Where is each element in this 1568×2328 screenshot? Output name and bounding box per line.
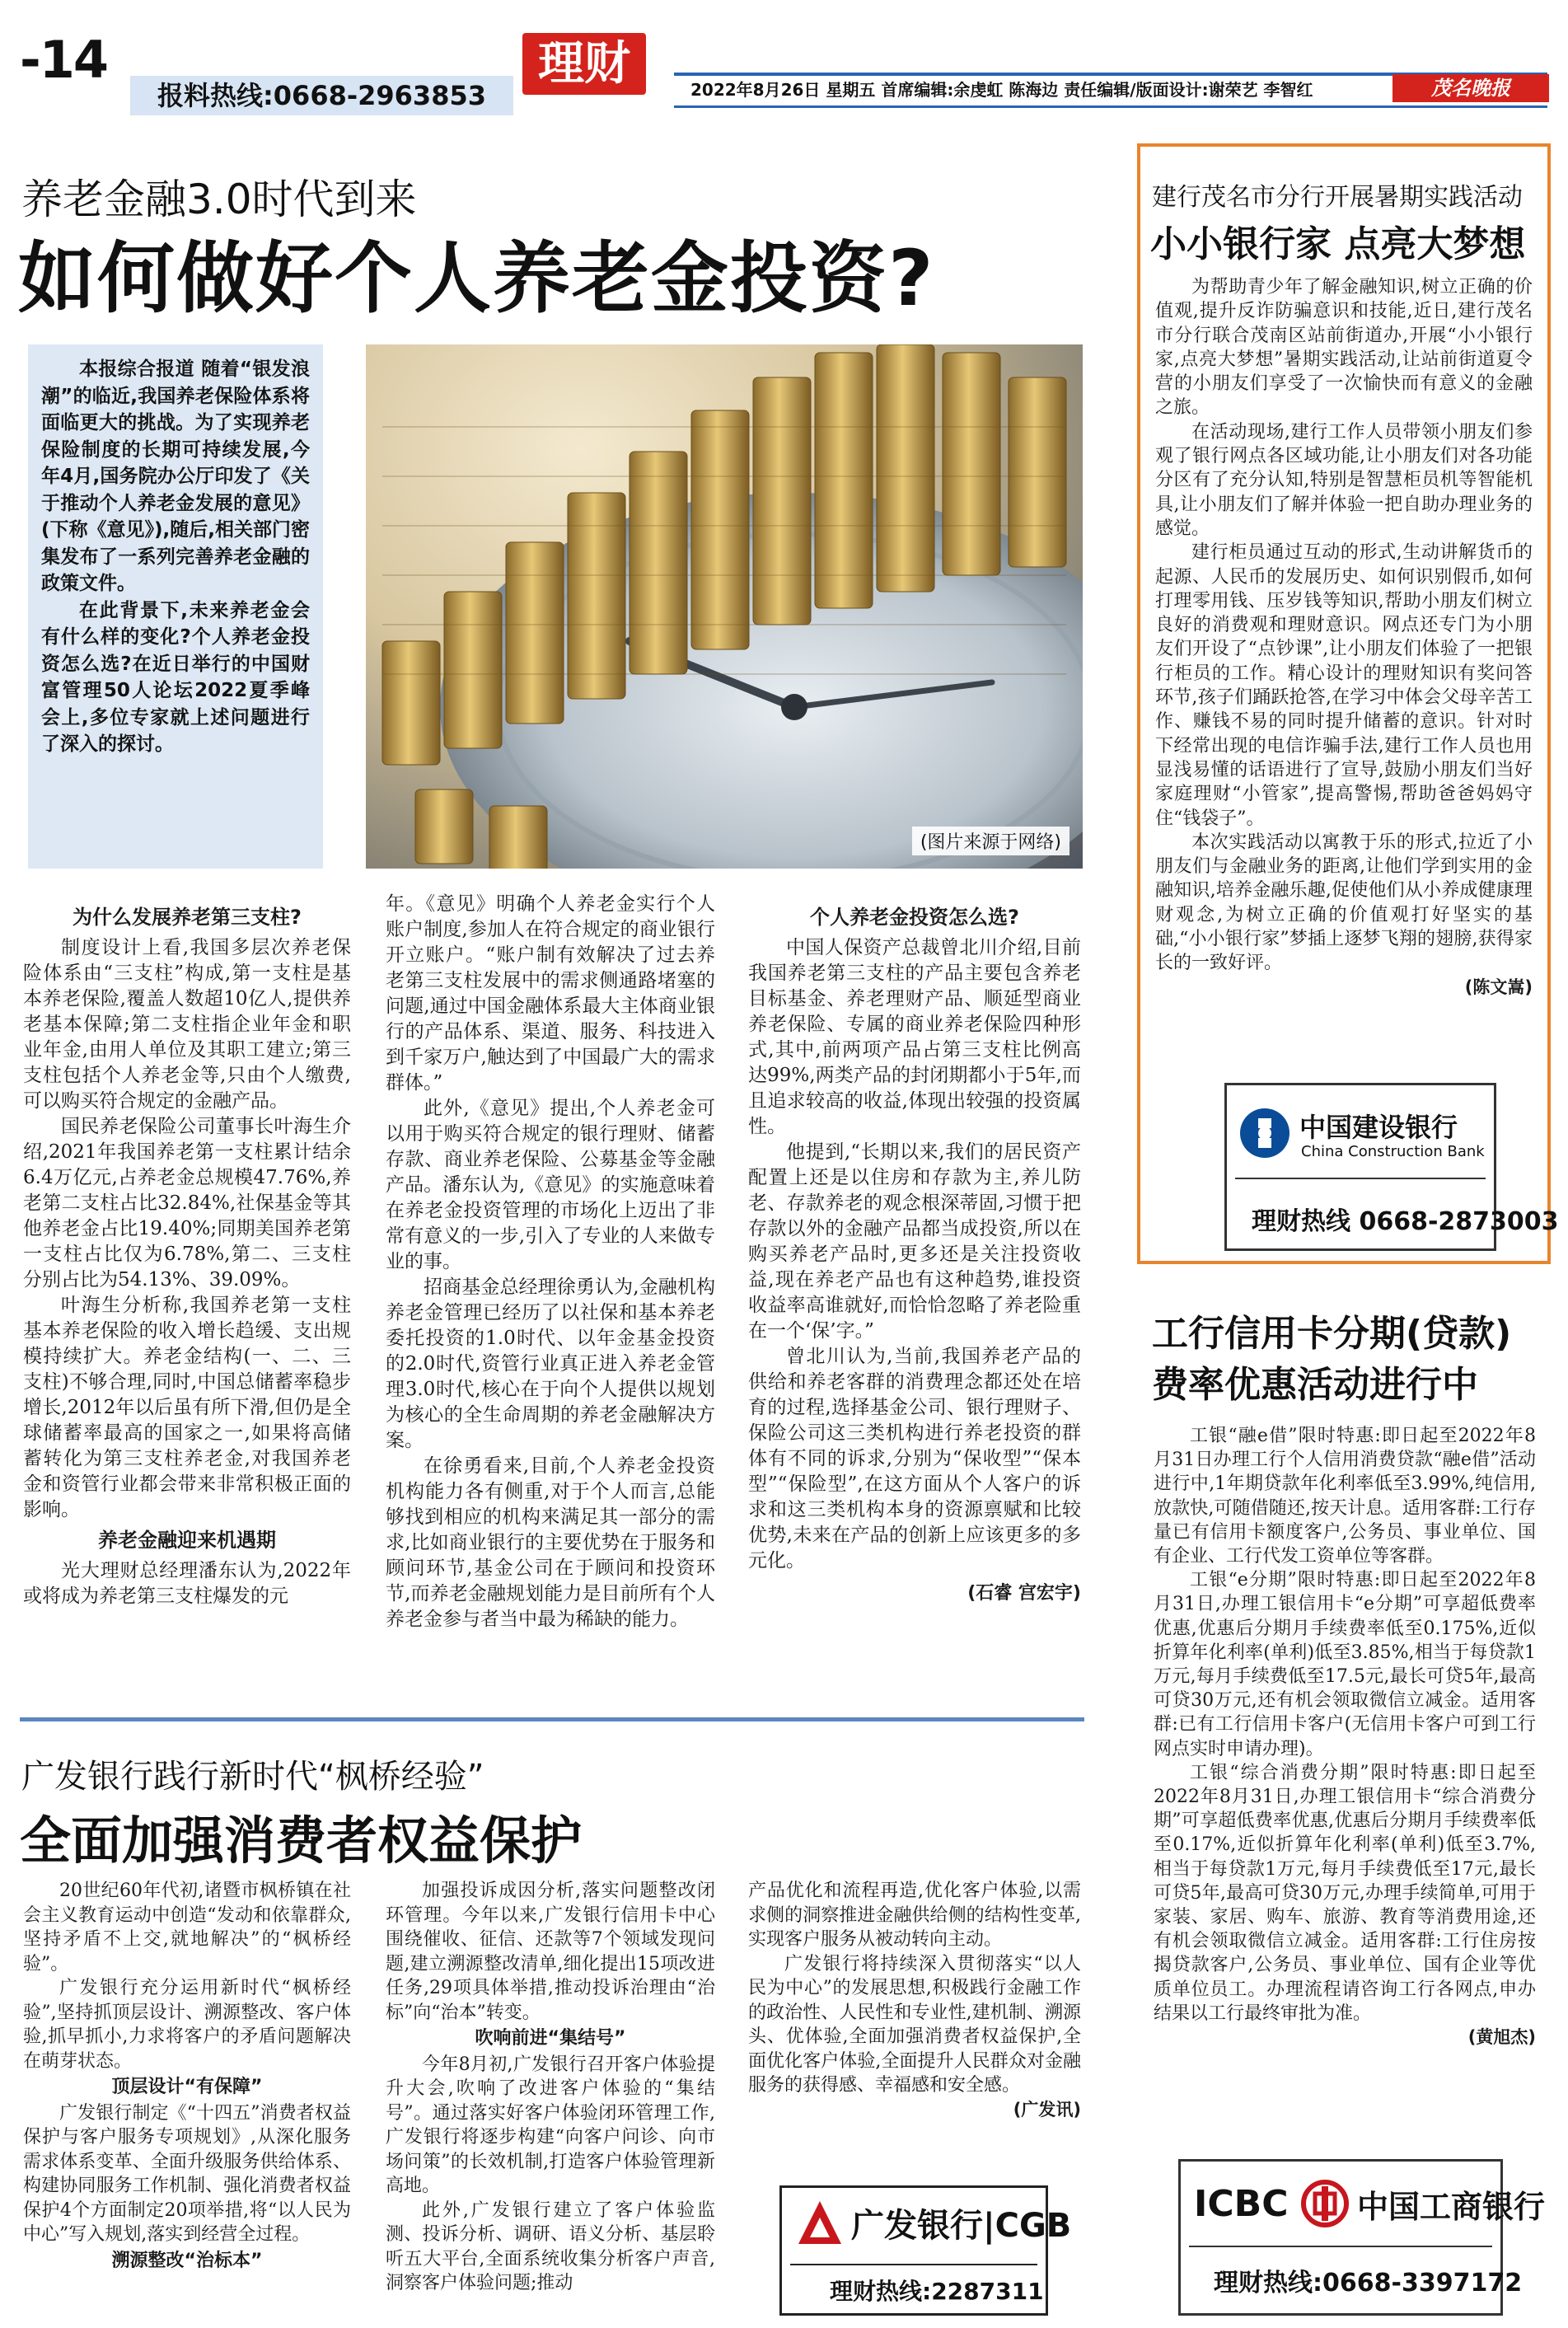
main-col-3 <box>748 900 1081 1606</box>
ccb-title: 小小银行家 点亮大梦想 <box>1150 223 1526 265</box>
intro-para: 在此背景下,未来养老金会有什么样的变化?个人养老金投资怎么选?在近日举行的中国财富管理50人论坛2022夏季峰会上,多位专家就上述问题进行了深入的探讨。 <box>41 599 310 755</box>
cgb-kicker: 广发银行践行新时代“枫桥经验” <box>21 1758 484 1796</box>
ccb-kicker: 建行茂名市分行开展暑期实践活动 <box>1152 183 1523 212</box>
cgb-title: 全面加强消费者权益保护 <box>20 1810 583 1871</box>
main-byline: (石睿 宫宏宇) <box>967 1583 1081 1604</box>
masthead-logo: 茂名晚报 <box>1392 74 1549 102</box>
body-para: 广发银行制定《“十四五”消费者权益保护与客户服务专项规划》,从深化服务需求体系变革、全面升级服务供给体系、构建协同服务工作机制、强化消费者权益保护4个方面制定20项举措,将“以人民为中心”写入规划,落实到经营全过程。 <box>23 2102 351 2245</box>
body-para: 叶海生分析称,我国养老第一支柱基本养老保险的收入增长趋缓、支出规模持续扩大。养老金结构(一、二、三支柱)不够合理,同时,中国总储蓄率稳步增长,2012年以后虽有所下滑,但仍是全球储蓄率最高的国家之一,如果将高储蓄转化为第三支柱养老金,对我国养老金和资管行业都会带来非常积极正面的影响。 <box>23 1295 351 1520</box>
issue-info: 2022年8月26日 星期五 首席编辑:余虔虹 陈海边 责任编辑/版面设计:谢荣艺 李智红 <box>690 80 1313 100</box>
cgb-subhead-2: 溯源整改“治标本” <box>111 2250 263 2271</box>
body-para: 国民养老保险公司董事长叶海生介绍,2021年我国养老第一支柱累计结余6.4万亿元,占养老金总规模47.76%,养老第二支柱占比32.84%,社保基金等其他养老金占比19.40%;同期美国养老第一支柱占比仅为6.78%,第二、三支柱分别占比为54.13%、39.09%。 <box>23 1116 351 1290</box>
body-para: 广发银行充分运用新时代“枫桥经验”,坚持抓顶层设计、溯源整改、客户体验,抓早抓小,力求将客户的矛盾问题解决在萌芽状态。 <box>23 1978 351 2072</box>
body-para: 建行柜员通过互动的形式,生动讲解货币的起源、人民币的发展历史、如何识别假币,如何打理零用钱、压岁钱等知识,帮助小朋友们树立良好的消费观和理财意识。网点还专门为小朋友们开设了“点钞课”,让小朋友们体验了一把银行柜员的工作。精心设计的理财知识有奖问答环节,孩子们踊跃抢答,在学习中体会父母辛苦工作、赚钱不易的同时提升储蓄的意识。针对时下经常出现的电信诈骗手法,建行工作人员也用显浅易懂的话语进行了宣导,鼓励小朋友们当好家庭理财“小管家”,提高警惕,帮助爸爸妈妈守住“钱袋子”。 <box>1155 542 1533 829</box>
icbc-logo-box <box>1178 2159 1546 2316</box>
body-para: 加强投诉成因分析,落实问题整改闭环管理。今年以来,广发银行信用卡中心围绕催收、征信、还款等7个领域发现问题,建立溯源整改清单,细化提出15项改进任务,29项具体举措,推动投诉治理由“治标”向“治本”转变。 <box>386 1881 715 2023</box>
body-para: 他提到,“长期以来,我们的居民资产配置上还是以住房和存款为主,养儿防老、存款养老的观念根深蒂固,习惯于把存款以外的金融产品都当成投资,所以在购买养老产品时,更多还是关注投资收益,现在养老产品也有这种趋势,谁投资收益率高谁就好,而恰恰忽略了养老险重在一个‘保’字。” <box>748 1141 1081 1342</box>
icbc-byline: (黄旭杰) <box>1467 2027 1536 2048</box>
body-para: 为帮助青少年了解金融知识,树立正确的价值观,提升反诈防骗意识和技能,近日,建行茂名市分行联合茂南区站前街道办,开展“小小银行家,点亮大梦想”暑期实践活动,让站前街道夏令营的小朋友们享受了一次愉快而有意义的金融之旅。 <box>1155 277 1533 419</box>
body-para: 广发银行将持续深入贯彻落实“以人民为中心”的发展思想,积极践行金融工作的政治性、人民性和专业性,建机制、溯源头、优体验,全面加强消费者权益保护,全面优化客户体验,全面提升人民群众对金融服务的获得感、幸福感和安全感。 <box>748 1953 1081 2096</box>
cgb-subhead: 顶层设计“有保障” <box>111 2077 263 2097</box>
body-para: 中国人保资产总裁曾北川介绍,目前我国养老第三支柱的产品主要包含养老目标基金、养老理财产品、顺延型商业养老保险、专属的商业养老保险四种形式,其中,前两项产品占第三支柱比例高达99%,两类产品的封闭期都小于5年,而且追求较高的收益,体现出较强的投资属性。 <box>748 937 1081 1137</box>
body-para: 工银“融e借”限时特惠:即日起至2022年8月31日办理工行个人信用消费贷款“融e借”活动进行中,1年期贷款年化利率低至3.99%,纯信用,放款快,可随借随还,按天计息。适用客群:工行存量已有信用卡额度客户,公务员、事业单位、国有企业、工行代发工资单位等客群。 <box>1154 1426 1536 1567</box>
body-para: 今年8月初,广发银行召开客户体验提升大会,吹响了改进客户体验的“集结号”。通过落实好客户体验闭环管理工作,广发银行将逐步构建“向客户问诊、向市场问策”的长效机制,打造客户体验管理新高地。 <box>386 2054 715 2196</box>
ccb-logo-en: China Construction Bank <box>1301 1143 1485 1160</box>
main-kicker: 养老金融3.0时代到来 <box>21 176 417 223</box>
body-para: 年。《意见》明确个人养老金实行个人账户制度,参加人在符合规定的商业银行开立账户。“账户制有效解决了过去养老第三支柱发展中的需求侧通路堵塞的问题,通过中国金融体系最大主体商业银行的产品体系、渠道、服务、科技进入到千家万户,触达到了中国最广大的需求群体。” <box>386 893 715 1094</box>
cgb-byline: (广发讯) <box>1013 2099 1081 2120</box>
intro-text <box>41 356 310 758</box>
ccb-logo-cn: 中国建设银行 <box>1299 1112 1458 1143</box>
cgb-logo-box <box>779 2185 1072 2316</box>
coin-clock-photo <box>366 344 1083 869</box>
body-para: 工银“综合消费分期”限时特惠:即日起至2022年8月31日,办理工银信用卡“综合消费分期”可享超低费率优惠,优惠后分期月手续费率低至0.17%,近似折算年化利率(单利)低至3.7%,相当于每贷款1万元,每月手续费低至17元,最长可贷5年,最高可贷30万元,办理手续简单,可用于家装、家居、购车、旅游、教育等消费用途,还有机会领取微信立减金。适用客群:工行住房按揭贷款客户,公务员、事业单位、国有企业等优质单位员工。办理流程请咨询工行各网点,申办结果以工行最终审批为准。 <box>1154 1762 1536 2024</box>
body-para: 产品优化和流程再造,优化客户体验,以需求侧的洞察推进金融供给侧的结构性变革,实现客户服务从被动转向主动。 <box>748 1881 1081 1950</box>
main-title: 如何做好个人养老金投资? <box>18 234 935 324</box>
ccb-hotline: 理财热线 0668-2873003 <box>1252 1207 1559 1236</box>
cgb-col-2 <box>386 1879 715 2296</box>
body-para: 曾北川认为,当前,我国养老产品的供给和养老客群的消费理念都还处在培育的过程,选择基金公司、银行理财子、保险公司这三类机构进行养老投资的群体有不同的诉求,分别为“保收型”“保本型”“保险型”,在这方面从个人客户的诉求和这三类机构本身的资源禀赋和比较优势,未来在产品的创新上应该更多的多元化。 <box>748 1346 1081 1572</box>
body-para: 招商基金总经理徐勇认为,金融机构养老金管理已经历了以社保和基本养老委托投资的1.0时代、以年金基金投资的2.0时代,资管行业真正进入养老金管理3.0时代,核心在于向个人提供以规划为核心的全生命周期的养老金融解决方案。 <box>386 1276 715 1451</box>
cgb-emblem-icon <box>797 2199 843 2246</box>
section-label-text: 理财 <box>538 37 630 91</box>
ccb-emblem-icon <box>1238 1107 1291 1159</box>
body-para: 光大理财总经理潘东认为,2022年或将成为养老第三支柱爆发的元 <box>23 1560 351 1607</box>
intro-box <box>28 344 323 869</box>
cgb-col-1 <box>23 1879 351 2274</box>
main-col-2 <box>386 892 715 1632</box>
body-para: 在徐勇看来,目前,个人养老金投资机构能力各有侧重,对于个人而言,总能够找到相应的机构来满足其一部分的需求,比如商业银行的主要优势在于服务和顾问环节,基金公司在于顾问和投资环节,而养老金融规划能力是目前所有个人养老金参与者当中最为稀缺的能力。 <box>386 1455 715 1630</box>
icbc-title-1: 工行信用卡分期(贷款) <box>1152 1313 1512 1355</box>
section-divider <box>20 1717 1084 1721</box>
col1-subhead: 为什么发展养老第三支柱? <box>73 906 302 929</box>
intro-para: 本报综合报道 随着“银发浪潮”的临近,我国养老保险体系将面临更大的挑战。为了实现养老保险制度的长期可持续发展,今年4月,国务院办公厅印发了《关于推动个人养老金发展的意见》(下称《意见》),随后,相关部门密集发布了一系列完善养老金融的政策文件。 <box>41 358 310 594</box>
cgb-hotline: 理财热线:2287311 <box>830 2278 1044 2305</box>
ccb-byline: (陈文嵩) <box>1464 977 1533 997</box>
cgb-col-3 <box>748 1879 1081 2122</box>
icbc-title-2: 费率优惠活动进行中 <box>1152 1364 1478 1406</box>
icbc-logo-letters: ICBC <box>1194 2183 1289 2225</box>
ccb-logo-rule <box>1235 1178 1486 1179</box>
ccb-logo-box <box>1224 1083 1559 1251</box>
body-para: 在活动现场,建行工作人员带领小朋友们参观了银行网点各区域功能,让小朋友们对各功能分区有了充分认知,特别是智慧柜员机等智能机具,让小朋友们了解并体验一把自助办理业务的感觉。 <box>1155 421 1533 539</box>
icbc-emblem-icon <box>1301 2180 1349 2227</box>
body-para: 工银“e分期”限时特惠:即日起至2022年8月31日,办理工银信用卡“e分期”可享超低费率优惠,优惠后分期月手续费率低至0.175%,近似折算年化利率(单利)低至3.85%,相当于每贷款1万元,每月手续费低至17.5元,最长可贷5年,最高可贷30万元,还有机会领取微信立减金。适用客群:已有工行信用卡客户(无信用卡客户可到工行网点实时申请办理)。 <box>1154 1570 1536 1759</box>
coin-stacks-graphic <box>366 344 1083 869</box>
hotline-banner: 报料热线:0668-2963853 <box>130 76 513 115</box>
body-para: 20世纪60年代初,诸暨市枫桥镇在社会主义教育运动中创造“发动和依靠群众,坚持矛盾不上交,就地解决”的“枫桥经验”。 <box>23 1881 351 1974</box>
section-label <box>522 33 646 95</box>
body-para: 此外,广发银行建立了客户体验监测、投诉分析、调研、语义分析、基层聆听五大平台,全面系统收集分析客户声音,洞察客户体验问题;推动 <box>386 2199 715 2293</box>
body-para: 制度设计上看,我国多层次养老保险体系由“三支柱”构成,第一支柱是基本养老保险,覆盖人数超10亿人,提供养老基本保障;第二支柱指企业年金和职业年金,由用人单位及其职工建立;第三支柱包括个人养老金等,只由个人缴费,可以购买符合规定的金融产品。 <box>23 937 351 1112</box>
main-col-1 <box>23 900 351 1609</box>
header-rule-bottom <box>674 105 1547 108</box>
body-para: 此外,《意见》提出,个人养老金可以用于购买符合规定的银行理财、储蓄存款、商业养老保险、公募基金等金融产品。潘东认为,《意见》的实施意味着在养老金投资管理的市场化上迈出了非常有意义的一步,引入了专业的人来做专业的事。 <box>386 1098 715 1272</box>
page-number: -14 <box>20 30 108 90</box>
photo-credit: (图片来源于网络) <box>912 827 1070 855</box>
col1-subhead-2: 养老金融迎来机遇期 <box>98 1529 276 1552</box>
ccb-body <box>1155 275 1533 1000</box>
cgb-logo-text: 广发银行|CGB <box>851 2207 1072 2245</box>
icbc-body <box>1154 1424 1536 2049</box>
cgb-logo-rule <box>790 2264 1037 2265</box>
icbc-hotline: 理财热线:0668-3397172 <box>1214 2269 1523 2298</box>
body-para: 本次实践活动以寓教于乐的形式,拉近了小朋友们与金融业务的距离,让他们学到实用的金融知识,培养金融乐趣,促使他们从小养成健康理财观念,为树立正确的价值观打好坚实的基础,“小小银行家”梦插上逐梦飞翔的翅膀,获得家长的一致好评。 <box>1155 831 1533 974</box>
col3-subhead: 个人养老金投资怎么选? <box>810 906 1019 929</box>
icbc-logo-cn: 中国工商银行 <box>1357 2189 1546 2225</box>
icbc-logo-rule <box>1189 2246 1492 2247</box>
cgb-subhead-3: 吹响前进“集结号” <box>475 2028 626 2049</box>
